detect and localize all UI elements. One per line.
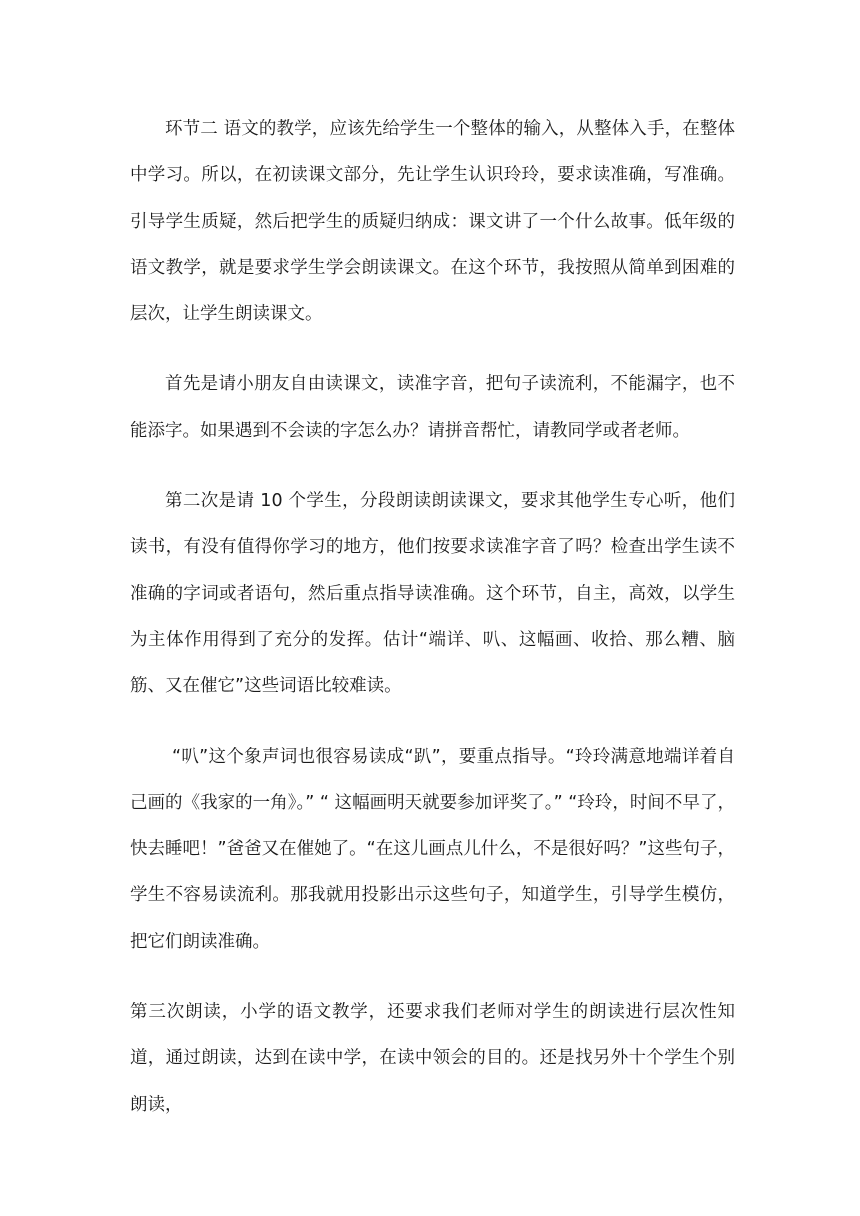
paragraph-gap bbox=[130, 454, 735, 478]
paragraph-5: 第三次朗读，小学的语文教学，还要求我们老师对学生的朗读进行层次性知道，通过朗读，达到在读中学，在读中领会的目的。还是找另外十个学生个别朗读， bbox=[130, 1002, 735, 1115]
paragraph-1: 环节二 语文的教学，应该先给学生一个整体的输入，从整体入手，在整体中学习。所以，在初读课文部分，先让学生认识玲玲，要求读准确，写准确。引导学生质疑，然后把学生的质疑归纳成：课文讲了一个什么故事。低年级的语文教学，就是要求学生学会朗读课文。在这个环节，我按照从简单到困难的层次，让学生朗读课文。 bbox=[130, 119, 735, 325]
document-body bbox=[130, 106, 735, 1128]
paragraph-gap bbox=[130, 337, 735, 361]
paragraph-2: 首先是请小朋友自由读课文，读准字音，把句子读流利，不能漏字，也不能添字。如果遇到不会读的字怎么办？请拼音帮忙，请教同学或者老师。 bbox=[130, 374, 735, 441]
paragraph-gap bbox=[130, 710, 735, 734]
paragraph-gap bbox=[130, 965, 735, 989]
paragraph-4: “叭”这个象声词也很容易读成“趴”，要重点指导。“玲玲满意地端详着自己画的《我家的一角》。” “ 这幅画明天就要参加评奖了。” “玲玲，时间不早了，快去睡吧！”爸爸又在催她了。“在这儿画点儿什么，不是很好吗？”这些句子，学生不容易读流利。那我就用投影出示这些句子，知道学生，引导学生模仿，把它们朗读准确。 bbox=[130, 746, 735, 952]
paragraph-3: 第二次是请 10 个学生，分段朗读朗读课文，要求其他学生专心听，他们读书，有没有值得你学习的地方，他们按要求读准字音了吗？检查出学生读不准确的字词或者语句，然后重点指导读准确。这个环节，自主，高效，以学生为主体作用得到了充分的发挥。估计“端详、叭、这幅画、收拾、那么糟、脑筋、又在催它”这些词语比较难读。 bbox=[130, 491, 735, 697]
